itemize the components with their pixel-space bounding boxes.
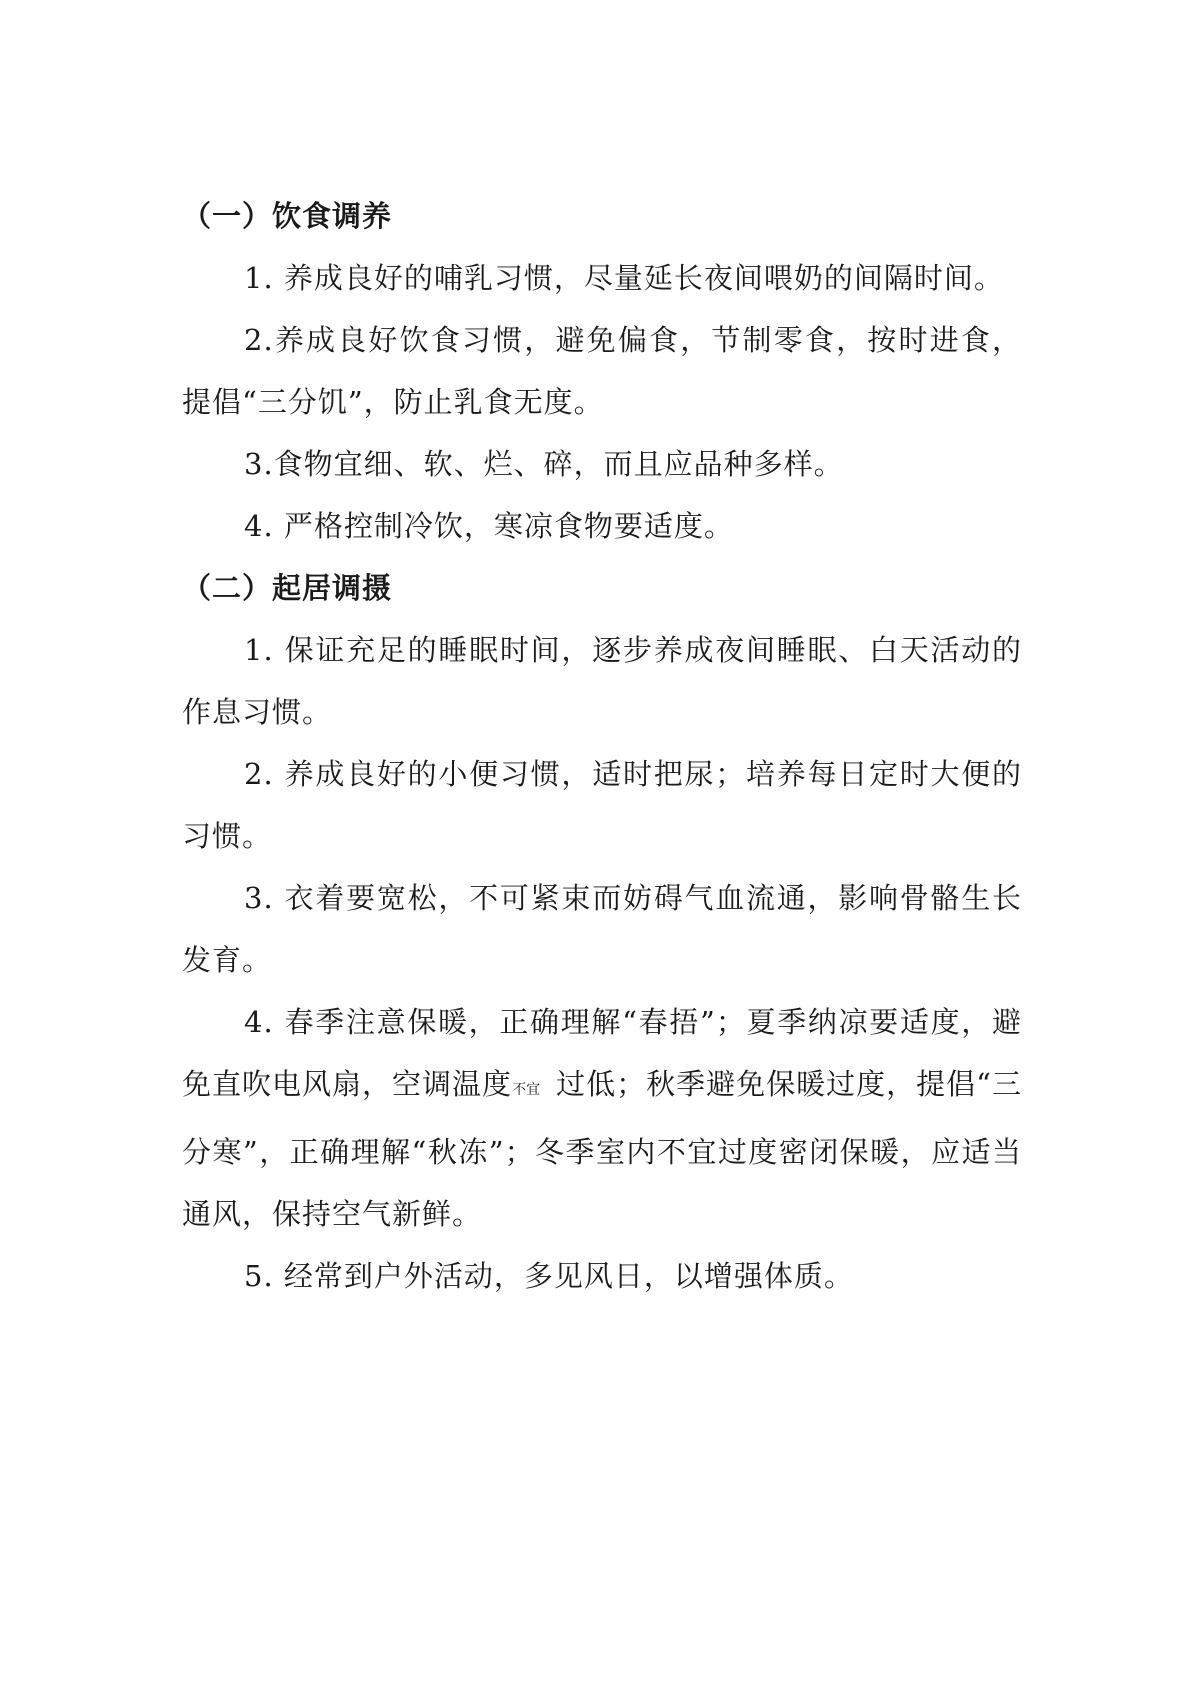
section-heading-daily-life: （二）起居调摄 (182, 571, 393, 605)
daily-life-item-3: 3. 衣着要宽松，不可紧束而妨碍气血流通，影响骨骼生长发育。 (182, 881, 1022, 977)
document-body (182, 185, 1022, 1307)
daily-life-item-4-small-note: 不宜 (512, 1082, 541, 1098)
diet-item-1: 1. 养成良好的哺乳习惯，尽量延长夜间喂奶的间隔时间。 (244, 261, 1004, 295)
diet-item-3: 3.食物宜细、软、烂、碎，而且应品种多样。 (244, 447, 844, 481)
section-heading-diet: （一）饮食调养 (182, 199, 393, 233)
daily-life-item-4 (182, 991, 1022, 1245)
daily-life-item-2: 2. 养成良好的小便习惯，适时把尿；培养每日定时大便的习惯。 (182, 757, 1022, 853)
diet-item-2: 2.养成良好饮食习惯，避免偏食，节制零食，按时进食，提倡“三分饥”，防止乳食无度。 (182, 323, 1022, 419)
diet-item-4: 4. 严格控制冷饮，寒凉食物要适度。 (244, 509, 734, 543)
daily-life-item-5: 5. 经常到户外活动，多见风日，以增强体质。 (244, 1259, 854, 1293)
daily-life-item-1: 1. 保证充足的睡眠时间，逐步养成夜间睡眠、白天活动的作息习惯。 (182, 633, 1022, 729)
daily-life-item-4-part1: 4. 春季注意保暖，正确理解“春捂”；夏季纳凉要适度，避免直吹电风扇，空调温度 (182, 1005, 1022, 1101)
daily-life-item-4-part2: 过低；秋季避免保暖过度，提倡“三分寒”，正确理解“秋冻”；冬季室内不宜过度密闭保暖，应适当通风，保持空气新鲜。 (182, 1067, 1022, 1231)
